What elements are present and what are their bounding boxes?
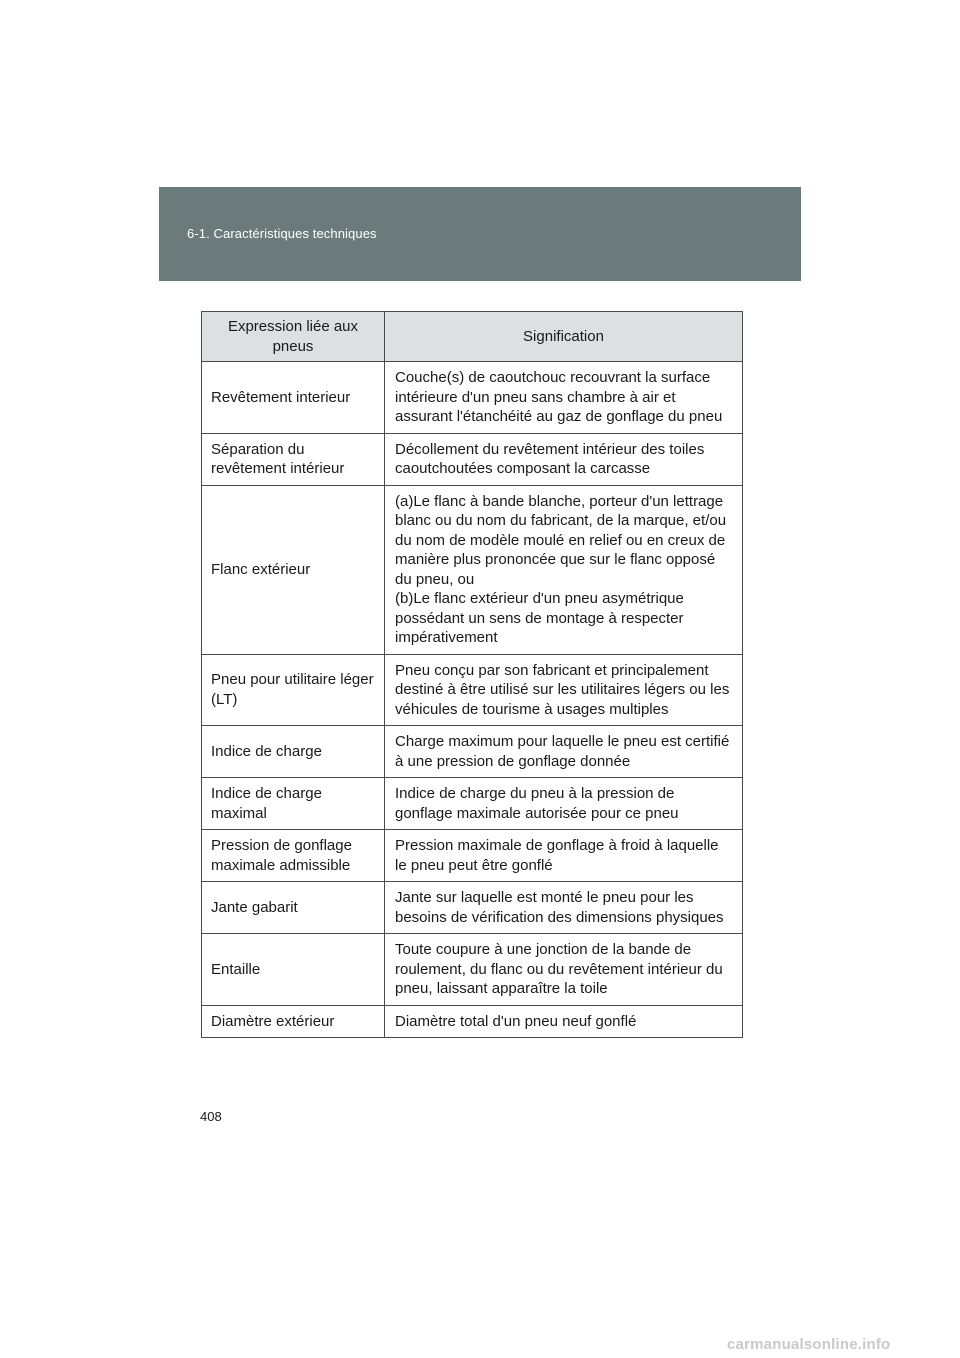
table-row	[202, 934, 743, 1006]
definition-cell: Pneu conçu par son fabricant et principalement destiné à être utilisé sur les utilitaires légers ou les véhicules de tourisme à usages multiples	[385, 654, 743, 726]
term-cell: Indice de charge maximal	[202, 778, 385, 830]
page-number: 408	[200, 1109, 222, 1124]
definition-cell: Décollement du revêtement intérieur des toiles caoutchoutées composant la carcasse	[385, 433, 743, 485]
definition-cell: (a)Le flanc à bande blanche, porteur d'un lettrage blanc ou du nom du fabricant, de la marque, et/ou du nom de modèle moulé en relief ou en creux de manière plus prononcée que sur le flanc opposé du pneu, ou (b)Le flanc extérieur d'un pneu asymétrique possédant un sens de montage à respecter impérativement	[385, 485, 743, 654]
term-cell: Pression de gonflage maximale admissible	[202, 830, 385, 882]
section-title: 6-1. Caractéristiques techniques	[187, 226, 377, 241]
term-cell: Entaille	[202, 934, 385, 1006]
tire-terms-table	[201, 311, 743, 1038]
table-row	[202, 362, 743, 434]
term-cell: Flanc extérieur	[202, 485, 385, 654]
definition-cell: Diamètre total d'un pneu neuf gonflé	[385, 1005, 743, 1038]
definition-cell: Toute coupure à une jonction de la bande de roulement, du flanc ou du revêtement intérieur du pneu, laissant apparaître la toile	[385, 934, 743, 1006]
term-cell: Diamètre extérieur	[202, 1005, 385, 1038]
table-row	[202, 726, 743, 778]
chapter-header-band	[159, 187, 801, 281]
table-row	[202, 882, 743, 934]
definition-cell: Jante sur laquelle est monté le pneu pour les besoins de vérification des dimensions physiques	[385, 882, 743, 934]
table-header-row	[202, 312, 743, 362]
term-cell: Indice de charge	[202, 726, 385, 778]
table-row	[202, 830, 743, 882]
definition-cell: Indice de charge du pneu à la pression de gonflage maximale autorisée pour ce pneu	[385, 778, 743, 830]
table-row	[202, 1005, 743, 1038]
definition-cell: Charge maximum pour laquelle le pneu est certifié à une pression de gonflage donnée	[385, 726, 743, 778]
term-cell: Séparation du revêtement intérieur	[202, 433, 385, 485]
definition-cell: Pression maximale de gonflage à froid à laquelle le pneu peut être gonflé	[385, 830, 743, 882]
watermark-text: carmanualsonline.info	[727, 1336, 891, 1353]
column-header-term: Expression liée aux pneus	[202, 312, 385, 362]
table-row	[202, 485, 743, 654]
term-cell: Revêtement interieur	[202, 362, 385, 434]
definition-cell: Couche(s) de caoutchouc recouvrant la surface intérieure d'un pneu sans chambre à air et assurant l'étanchéité au gaz de gonflage du pneu	[385, 362, 743, 434]
table-row	[202, 778, 743, 830]
term-cell: Pneu pour utilitaire léger (LT)	[202, 654, 385, 726]
term-cell: Jante gabarit	[202, 882, 385, 934]
table-row	[202, 433, 743, 485]
table-row	[202, 654, 743, 726]
column-header-definition: Signification	[385, 312, 743, 362]
